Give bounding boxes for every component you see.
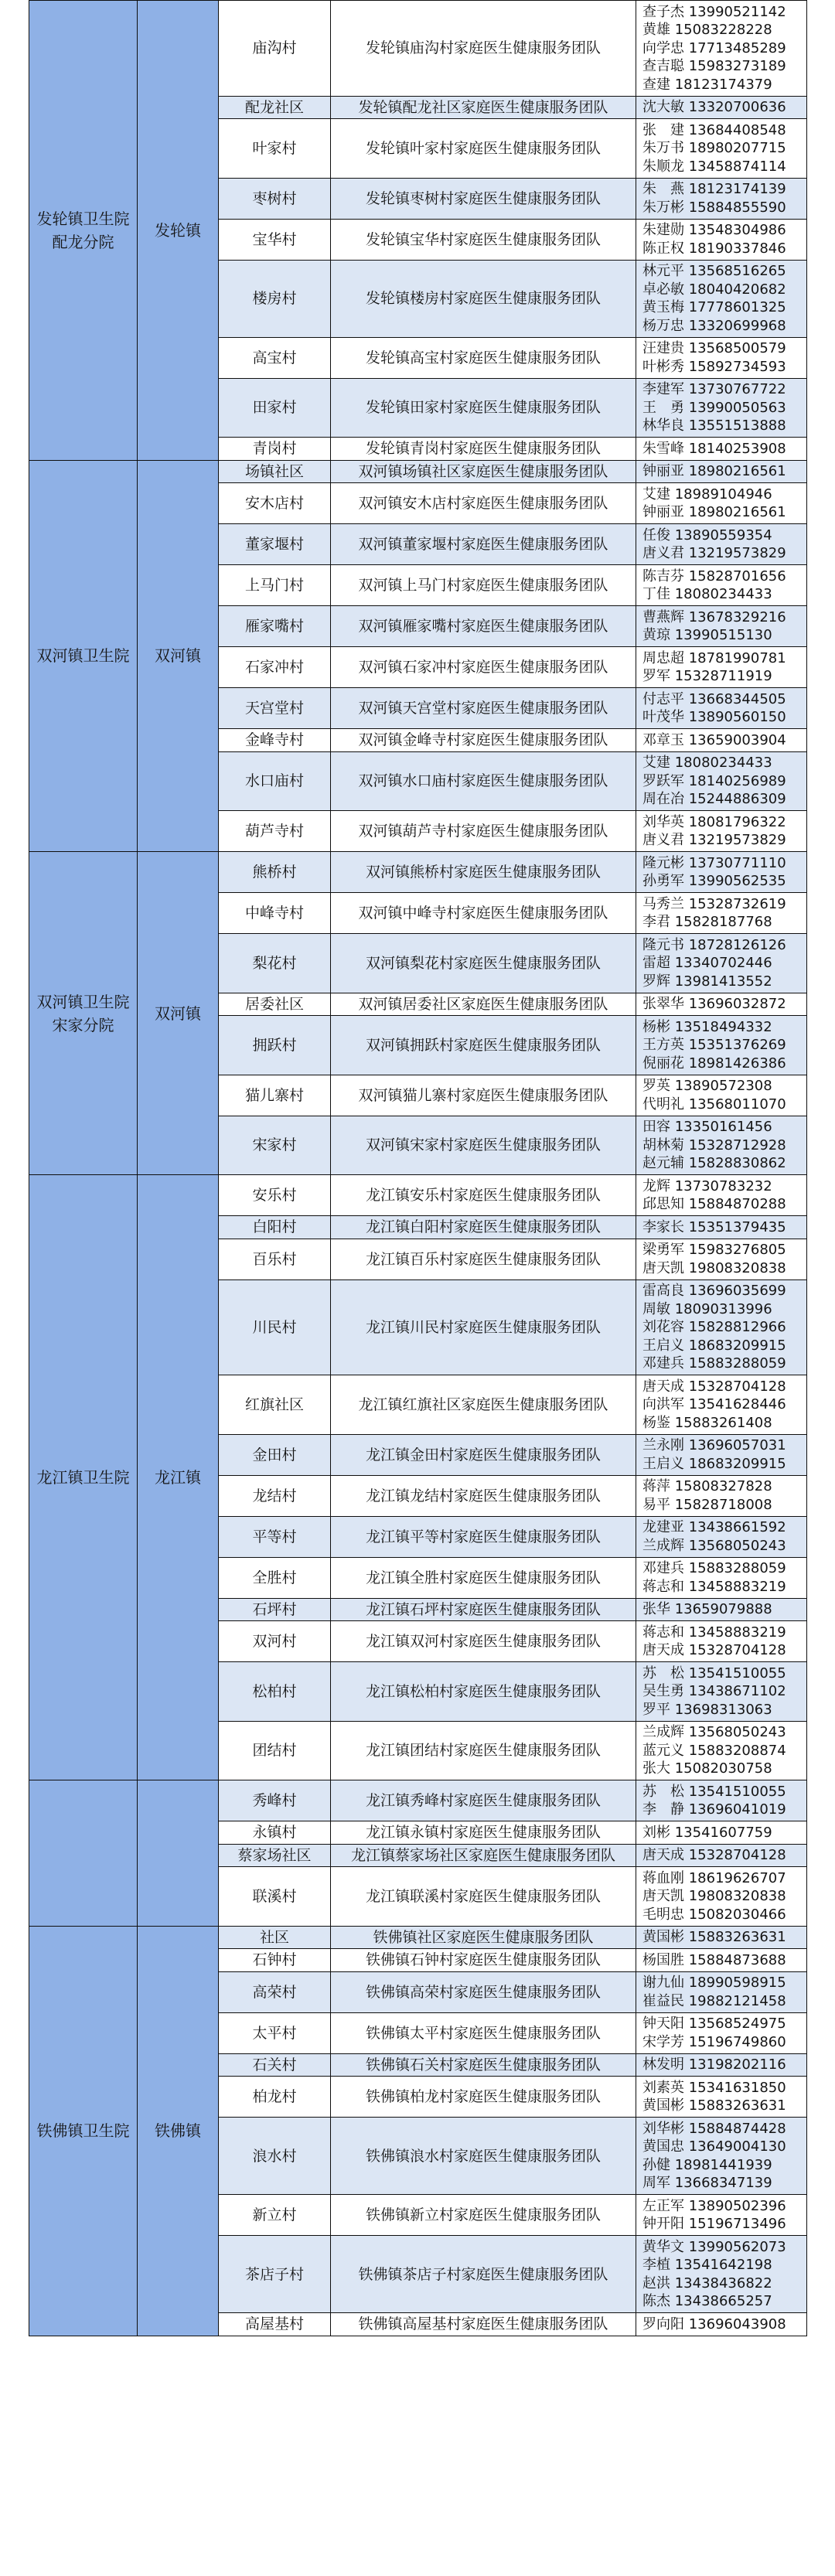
village-cell: 庙沟村	[219, 1, 331, 97]
team-name-cell: 铁佛镇石钟村家庭医生健康服务团队	[331, 1949, 636, 1972]
town-cell	[138, 1780, 219, 1927]
member-contact: 刘华英 18081796322	[642, 813, 786, 830]
members-cell	[636, 1971, 807, 2012]
member-contact: 周敏 18090313996	[642, 1300, 772, 1317]
member-contact: 艾建 18989104946	[642, 486, 772, 503]
team-name-cell: 双河镇场镇社区家庭医生健康服务团队	[331, 460, 636, 483]
member-contact: 雷超 13340702446	[642, 955, 772, 971]
town-cell: 双河镇	[138, 852, 219, 1175]
village-cell: 宋家村	[219, 1116, 331, 1175]
team-name-cell: 铁佛镇茶店子村家庭医生健康服务团队	[331, 2236, 636, 2313]
team-name-cell: 龙江镇团结村家庭医生健康服务团队	[331, 1721, 636, 1780]
members-cell	[636, 565, 807, 606]
member-contact: 刘花容 15828812966	[642, 1319, 786, 1335]
team-name-cell: 发轮镇叶家村家庭医生健康服务团队	[331, 119, 636, 179]
team-name-cell: 龙江镇金田村家庭医生健康服务团队	[331, 1434, 636, 1475]
table-row	[29, 1175, 807, 1216]
village-cell: 水口庙村	[219, 751, 331, 811]
member-contact: 周忠超 18781990781	[642, 649, 786, 666]
member-contact: 易平 15828718008	[642, 1496, 772, 1513]
members-cell	[636, 460, 807, 483]
member-contact: 杨万忠 13320699968	[642, 317, 786, 334]
members-cell	[636, 751, 807, 811]
member-contact: 朱顺龙 13458874114	[642, 158, 786, 175]
village-cell: 全胜村	[219, 1557, 331, 1598]
member-contact: 朱建勋 13548304986	[642, 222, 786, 238]
members-cell	[636, 337, 807, 378]
member-contact: 刘素英 15341631850	[642, 2079, 786, 2096]
village-cell: 柏龙村	[219, 2077, 331, 2118]
table-body	[29, 1, 807, 2336]
members-cell	[636, 178, 807, 219]
members-cell	[636, 1279, 807, 1375]
member-contact: 唐天成 15328704128	[642, 1642, 786, 1658]
member-contact: 田容 13350161456	[642, 1119, 772, 1135]
member-contact: 兰成辉 13568050243	[642, 1537, 786, 1554]
member-contact: 孙勇军 13990562535	[642, 873, 786, 889]
team-name-cell: 双河镇天宫堂村家庭医生健康服务团队	[331, 688, 636, 729]
members-cell	[636, 378, 807, 438]
team-name-cell: 双河镇董家堰村家庭医生健康服务团队	[331, 524, 636, 565]
village-cell: 红旗社区	[219, 1375, 331, 1435]
village-cell: 百乐村	[219, 1239, 331, 1279]
member-contact: 唐天成 15328704128	[642, 1847, 786, 1863]
member-contact: 汪建贵 13568500579	[642, 340, 786, 356]
members-cell	[636, 483, 807, 524]
members-cell	[636, 524, 807, 565]
team-name-cell: 双河镇葫芦寺村家庭医生健康服务团队	[331, 811, 636, 852]
village-cell: 蔡家场社区	[219, 1844, 331, 1867]
team-name-cell: 发轮镇庙沟村家庭医生健康服务团队	[331, 1, 636, 97]
member-contact: 邱思知 15884870288	[642, 1196, 786, 1212]
village-cell: 松柏村	[219, 1662, 331, 1722]
member-contact: 罗军 15328711919	[642, 668, 772, 684]
member-contact: 苏 松 13541510055	[642, 1783, 786, 1800]
village-cell: 楼房村	[219, 260, 331, 337]
team-name-cell: 龙江镇永镇村家庭医生健康服务团队	[331, 1821, 636, 1845]
team-name-cell: 铁佛镇浪水村家庭医生健康服务团队	[331, 2118, 636, 2195]
team-name-cell: 龙江镇蔡家场社区家庭医生健康服务团队	[331, 1844, 636, 1867]
member-contact: 张翠华 13696032872	[642, 996, 786, 1012]
village-cell: 平等村	[219, 1516, 331, 1557]
member-contact: 黄华文 13990562073	[642, 2238, 786, 2255]
member-contact: 刘彬 13541607759	[642, 1824, 772, 1841]
hospital-cell: 发轮镇卫生院配龙分院	[29, 1, 138, 461]
member-contact: 胡林菊 15328712928	[642, 1136, 786, 1153]
town-cell: 发轮镇	[138, 1, 219, 461]
table-row	[29, 460, 807, 483]
village-cell: 石关村	[219, 2053, 331, 2077]
village-cell: 石坪村	[219, 1598, 331, 1621]
members-cell	[636, 1075, 807, 1116]
members-cell	[636, 647, 807, 688]
member-contact: 宋学芳 15196749860	[642, 2033, 786, 2050]
member-contact: 蒋血刚 18619626707	[642, 1869, 786, 1886]
member-contact: 隆元书 18728126126	[642, 936, 786, 953]
member-contact: 吴生勇 13438671102	[642, 1683, 786, 1699]
table-row	[29, 1, 807, 97]
member-contact: 卓必敏 18040420682	[642, 281, 786, 298]
table-row	[29, 1926, 807, 1949]
member-contact: 钟天阳 13568524975	[642, 2015, 786, 2032]
member-contact: 张华 13659079888	[642, 1601, 772, 1617]
member-contact: 王方英 15351376269	[642, 1037, 786, 1053]
team-name-cell: 龙江镇双河村家庭医生健康服务团队	[331, 1621, 636, 1662]
member-contact: 沈大敏 13320700636	[642, 99, 786, 115]
member-contact: 黄国忠 13649004130	[642, 2138, 786, 2155]
member-contact: 杨彬 13518494332	[642, 1018, 772, 1035]
team-name-cell: 龙江镇安乐村家庭医生健康服务团队	[331, 1175, 636, 1216]
team-name-cell: 龙江镇平等村家庭医生健康服务团队	[331, 1516, 636, 1557]
members-cell	[636, 219, 807, 260]
member-contact: 陈杰 13438665257	[642, 2293, 772, 2309]
village-cell: 石家冲村	[219, 647, 331, 688]
hospital-cell: 双河镇卫生院	[29, 460, 138, 852]
member-contact: 苏 松 13541510055	[642, 1665, 786, 1682]
member-contact: 赵元辅 15828830862	[642, 1155, 786, 1171]
hospital-cell: 龙江镇卫生院	[29, 1175, 138, 1780]
members-cell	[636, 1949, 807, 1972]
members-cell	[636, 1557, 807, 1598]
hospital-cell: 双河镇卫生院宋家分院	[29, 852, 138, 1175]
member-contact: 黄雄 15083228228	[642, 22, 772, 38]
members-cell	[636, 1116, 807, 1175]
members-cell	[636, 2236, 807, 2313]
member-contact: 邓建兵 15883288059	[642, 1560, 786, 1576]
member-contact: 朱 燕 18123174139	[642, 181, 786, 197]
members-cell	[636, 1821, 807, 1845]
team-name-cell: 发轮镇青岗村家庭医生健康服务团队	[331, 438, 636, 461]
village-cell: 永镇村	[219, 1821, 331, 1845]
team-name-cell: 双河镇居委社区家庭医生健康服务团队	[331, 993, 636, 1016]
village-cell: 白阳村	[219, 1216, 331, 1239]
team-name-cell: 发轮镇宝华村家庭医生健康服务团队	[331, 219, 636, 260]
team-name-cell: 龙江镇联溪村家庭医生健康服务团队	[331, 1867, 636, 1927]
team-name-cell: 铁佛镇柏龙村家庭医生健康服务团队	[331, 2077, 636, 2118]
team-name-cell: 双河镇安木店村家庭医生健康服务团队	[331, 483, 636, 524]
village-cell: 场镇社区	[219, 460, 331, 483]
member-contact: 梁勇军 15983276805	[642, 1242, 786, 1258]
member-contact: 王启义 18683209915	[642, 1455, 786, 1472]
team-name-cell: 龙江镇百乐村家庭医生健康服务团队	[331, 1239, 636, 1279]
village-cell: 安木店村	[219, 483, 331, 524]
member-contact: 李 静 13696041019	[642, 1801, 786, 1818]
member-contact: 查建 18123174379	[642, 76, 772, 93]
members-cell	[636, 1844, 807, 1867]
member-contact: 李君 15828187768	[642, 914, 772, 930]
village-cell: 青岗村	[219, 438, 331, 461]
team-name-cell: 铁佛镇高荣村家庭医生健康服务团队	[331, 1971, 636, 2012]
member-contact: 朱万彬 15884855590	[642, 199, 786, 216]
village-cell: 龙结村	[219, 1475, 331, 1516]
member-contact: 林发明 13198202116	[642, 2056, 786, 2073]
hospital-cell	[29, 1780, 138, 1927]
members-cell	[636, 811, 807, 852]
village-cell: 叶家村	[219, 119, 331, 179]
member-contact: 查吉聪 15983273189	[642, 58, 786, 74]
team-name-cell: 双河镇宋家村家庭医生健康服务团队	[331, 1116, 636, 1175]
member-contact: 龙辉 13730783232	[642, 1177, 772, 1194]
members-cell	[636, 1239, 807, 1279]
village-cell: 居委社区	[219, 993, 331, 1016]
team-name-cell: 双河镇上马门村家庭医生健康服务团队	[331, 565, 636, 606]
hospital-cell: 铁佛镇卫生院	[29, 1926, 138, 2336]
member-contact: 罗跃军 18140256989	[642, 772, 786, 789]
team-name-cell: 铁佛镇社区家庭医生健康服务团队	[331, 1926, 636, 1949]
village-cell: 金田村	[219, 1434, 331, 1475]
village-cell: 天宫堂村	[219, 688, 331, 729]
village-cell: 配龙社区	[219, 96, 331, 119]
team-name-cell: 发轮镇配龙社区家庭医生健康服务团队	[331, 96, 636, 119]
member-contact: 向学忠 17713485289	[642, 39, 786, 56]
member-contact: 崔益民 19882121458	[642, 1992, 786, 2009]
member-contact: 马秀兰 15328732619	[642, 895, 786, 912]
member-contact: 孙健 18981441939	[642, 2156, 772, 2173]
village-cell: 金峰寺村	[219, 729, 331, 752]
team-name-cell: 龙江镇红旗社区家庭医生健康服务团队	[331, 1375, 636, 1435]
village-cell: 社区	[219, 1926, 331, 1949]
members-cell	[636, 2012, 807, 2053]
town-cell: 龙江镇	[138, 1175, 219, 1780]
team-name-cell: 双河镇金峰寺村家庭医生健康服务团队	[331, 729, 636, 752]
members-cell	[636, 1867, 807, 1927]
member-contact: 隆元彬 13730771110	[642, 854, 786, 871]
members-cell	[636, 1516, 807, 1557]
member-contact: 李建军 13730767722	[642, 381, 786, 397]
member-contact: 蒋萍 15808327828	[642, 1478, 772, 1494]
members-cell	[636, 1662, 807, 1722]
village-cell: 宝华村	[219, 219, 331, 260]
members-cell	[636, 1216, 807, 1239]
village-cell: 田家村	[219, 378, 331, 438]
table-row	[29, 1780, 807, 1821]
village-cell: 联溪村	[219, 1867, 331, 1927]
member-contact: 罗英 13890572308	[642, 1078, 772, 1094]
member-contact: 朱雪峰 18140253908	[642, 440, 786, 457]
village-cell: 茶店子村	[219, 2236, 331, 2313]
member-contact: 龙建亚 13438661592	[642, 1519, 786, 1535]
members-cell	[636, 688, 807, 729]
village-cell: 中峰寺村	[219, 893, 331, 934]
team-name-cell: 双河镇熊桥村家庭医生健康服务团队	[331, 852, 636, 893]
member-contact: 叶茂华 13890560150	[642, 709, 786, 725]
member-contact: 朱万书 18980207715	[642, 140, 786, 156]
team-name-cell: 铁佛镇高屋基村家庭医生健康服务团队	[331, 2313, 636, 2336]
member-contact: 张大 15082030758	[642, 1760, 772, 1777]
village-cell: 董家堰村	[219, 524, 331, 565]
member-contact: 左正军 13890502396	[642, 2197, 786, 2214]
member-contact: 兰成辉 13568050243	[642, 1724, 786, 1740]
members-cell	[636, 2077, 807, 2118]
member-contact: 蒋志和 13458883219	[642, 1578, 786, 1595]
team-name-cell: 龙江镇白阳村家庭医生健康服务团队	[331, 1216, 636, 1239]
member-contact: 唐天成 15328704128	[642, 1378, 786, 1395]
member-contact: 唐天凯 19808320838	[642, 1888, 786, 1904]
member-contact: 曹燕辉 13678329216	[642, 608, 786, 625]
member-contact: 查子杰 13990521142	[642, 3, 786, 20]
members-cell	[636, 2118, 807, 2195]
member-contact: 付志平 13668344505	[642, 690, 786, 707]
team-name-cell: 铁佛镇新立村家庭医生健康服务团队	[331, 2195, 636, 2236]
village-cell: 猫儿寨村	[219, 1075, 331, 1116]
member-contact: 丁佳 18080234433	[642, 586, 772, 602]
team-name-cell: 龙江镇川民村家庭医生健康服务团队	[331, 1279, 636, 1375]
members-cell	[636, 1016, 807, 1075]
members-cell	[636, 96, 807, 119]
team-name-cell: 铁佛镇石关村家庭医生健康服务团队	[331, 2053, 636, 2077]
member-contact: 唐天凯 19808320838	[642, 1259, 786, 1276]
member-contact: 张 建 13684408548	[642, 121, 786, 138]
members-cell	[636, 1175, 807, 1216]
team-name-cell: 龙江镇全胜村家庭医生健康服务团队	[331, 1557, 636, 1598]
member-contact: 兰永刚 13696057031	[642, 1437, 786, 1453]
member-contact: 周军 13668347139	[642, 2175, 772, 2191]
member-contact: 代明礼 13568011070	[642, 1095, 786, 1113]
team-name-cell: 龙江镇松柏村家庭医生健康服务团队	[331, 1662, 636, 1722]
village-cell: 新立村	[219, 2195, 331, 2236]
members-cell	[636, 2195, 807, 2236]
village-cell: 高屋基村	[219, 2313, 331, 2336]
members-cell	[636, 1475, 807, 1516]
members-cell	[636, 606, 807, 647]
team-name-cell: 发轮镇枣树村家庭医生健康服务团队	[331, 178, 636, 219]
member-contact: 叶彬秀 15892734593	[642, 358, 786, 375]
members-cell	[636, 993, 807, 1016]
members-cell	[636, 1780, 807, 1821]
member-contact: 任俊 13890559354	[642, 526, 772, 543]
member-contact: 王启义 18683209915	[642, 1337, 786, 1354]
village-cell: 葫芦寺村	[219, 811, 331, 852]
members-cell	[636, 119, 807, 179]
team-name-cell: 双河镇石家冲村家庭医生健康服务团队	[331, 647, 636, 688]
member-contact: 陈吉芬 15828701656	[642, 567, 786, 584]
village-cell: 秀峰村	[219, 1780, 331, 1821]
village-cell: 安乐村	[219, 1175, 331, 1216]
member-contact: 倪丽花 18981426386	[642, 1055, 786, 1072]
village-cell: 熊桥村	[219, 852, 331, 893]
member-contact: 蓝元义 15883208874	[642, 1742, 786, 1759]
member-contact: 林华良 13551513888	[642, 417, 786, 434]
member-contact: 毛明忠 15082030466	[642, 1906, 786, 1923]
member-contact: 黄国彬 15883263631	[642, 2097, 786, 2114]
member-contact: 雷高良 13696035699	[642, 1283, 786, 1299]
team-name-cell: 铁佛镇太平村家庭医生健康服务团队	[331, 2012, 636, 2053]
village-cell: 梨花村	[219, 934, 331, 993]
members-cell	[636, 934, 807, 993]
members-cell	[636, 2053, 807, 2077]
member-contact: 杨鉴 15883261408	[642, 1414, 772, 1431]
members-cell	[636, 893, 807, 934]
member-contact: 罗向阳 13696043908	[642, 2315, 786, 2332]
village-cell: 石钟村	[219, 1949, 331, 1972]
member-contact: 周在冶 15244886309	[642, 791, 786, 807]
village-cell: 枣树村	[219, 178, 331, 219]
members-cell	[636, 1, 807, 97]
village-cell: 拥跃村	[219, 1016, 331, 1075]
team-name-cell: 发轮镇楼房村家庭医生健康服务团队	[331, 260, 636, 337]
member-contact: 陈正权 18190337846	[642, 240, 786, 257]
members-cell	[636, 438, 807, 461]
member-contact: 李家长 15351379435	[642, 1218, 786, 1235]
village-cell: 川民村	[219, 1279, 331, 1375]
member-contact: 杨国胜 15884873688	[642, 1951, 786, 1968]
team-name-cell: 双河镇雁家嘴村家庭医生健康服务团队	[331, 606, 636, 647]
team-name-cell: 双河镇中峰寺村家庭医生健康服务团队	[331, 893, 636, 934]
member-contact: 罗辉 13981413552	[642, 973, 772, 990]
member-contact: 黄国彬 15883263631	[642, 1929, 786, 1945]
village-cell: 浪水村	[219, 2118, 331, 2195]
village-cell: 雁家嘴村	[219, 606, 331, 647]
member-contact: 赵洪 13438436822	[642, 2274, 772, 2291]
team-name-cell: 发轮镇田家村家庭医生健康服务团队	[331, 378, 636, 438]
team-name-cell: 发轮镇高宝村家庭医生健康服务团队	[331, 337, 636, 378]
members-cell	[636, 1721, 807, 1780]
team-name-cell: 双河镇水口庙村家庭医生健康服务团队	[331, 751, 636, 811]
member-contact: 艾建 18080234433	[642, 755, 772, 771]
member-contact: 黄玉梅 17778601325	[642, 299, 786, 315]
member-contact: 刘华彬 15884874428	[642, 2120, 786, 2137]
member-contact: 邓章玉 13659003904	[642, 731, 786, 748]
town-cell: 铁佛镇	[138, 1926, 219, 2336]
member-contact: 向洪军 13541628446	[642, 1396, 786, 1412]
team-name-cell: 双河镇拥跃村家庭医生健康服务团队	[331, 1016, 636, 1075]
member-contact: 邓建兵 15883288059	[642, 1355, 786, 1371]
town-cell: 双河镇	[138, 460, 219, 852]
team-name-cell: 双河镇猫儿寨村家庭医生健康服务团队	[331, 1075, 636, 1116]
members-cell	[636, 852, 807, 893]
member-contact: 钟丽亚 18980216561	[642, 463, 786, 479]
doctor-team-table	[29, 0, 807, 2336]
members-cell	[636, 2313, 807, 2336]
member-contact: 钟丽亚 18980216561	[642, 504, 786, 520]
village-cell: 高荣村	[219, 1971, 331, 2012]
members-cell	[636, 1598, 807, 1621]
team-name-cell: 龙江镇石坪村家庭医生健康服务团队	[331, 1598, 636, 1621]
members-cell	[636, 1926, 807, 1949]
village-cell: 高宝村	[219, 337, 331, 378]
members-cell	[636, 1375, 807, 1435]
team-name-cell: 龙江镇秀峰村家庭医生健康服务团队	[331, 1780, 636, 1821]
village-cell: 双河村	[219, 1621, 331, 1662]
table-row	[29, 852, 807, 893]
team-name-cell: 双河镇梨花村家庭医生健康服务团队	[331, 934, 636, 993]
members-cell	[636, 729, 807, 752]
member-contact: 林元平 13568516265	[642, 263, 786, 279]
village-cell: 团结村	[219, 1721, 331, 1780]
member-contact: 唐义君 13219573829	[642, 545, 786, 561]
members-cell	[636, 1621, 807, 1662]
member-contact: 钟开阳 15196713496	[642, 2216, 786, 2232]
member-contact: 罗平 13698313063	[642, 1701, 772, 1718]
member-contact: 黄琼 13990515130	[642, 627, 772, 643]
village-cell: 太平村	[219, 2012, 331, 2053]
member-contact: 王 勇 13990050563	[642, 399, 786, 416]
member-contact: 蒋志和 13458883219	[642, 1624, 786, 1641]
member-contact: 李植 13541642198	[642, 2257, 772, 2273]
village-cell: 上马门村	[219, 565, 331, 606]
members-cell	[636, 1434, 807, 1475]
members-cell	[636, 260, 807, 337]
team-name-cell: 龙江镇龙结村家庭医生健康服务团队	[331, 1475, 636, 1516]
member-contact: 唐义君 13219573829	[642, 832, 786, 848]
member-contact: 谢九仙 18990598915	[642, 1975, 786, 1991]
